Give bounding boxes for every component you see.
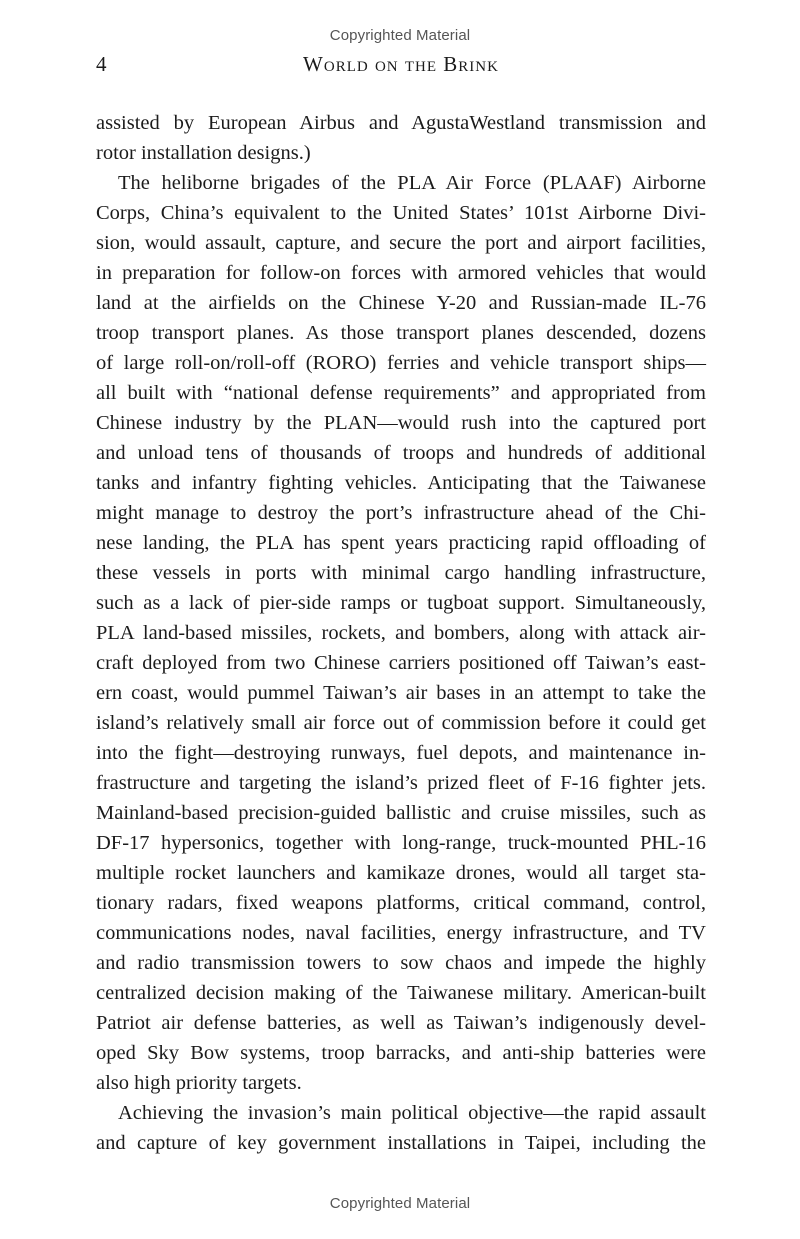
text-line: sion, would assault, capture, and secure the port and airport facilities, bbox=[96, 232, 706, 254]
text-line: The heliborne brigades of the PLA Air Force (PLAAF) Airborne bbox=[118, 172, 706, 194]
text-line: in preparation for follow-on forces with armored vehicles that would bbox=[96, 262, 706, 284]
text-line: island’s relatively small air force out of commission before it could get bbox=[96, 712, 706, 734]
text-line: Patriot air defense batteries, as well as Taiwan’s indigenously devel- bbox=[96, 1012, 706, 1034]
text-line: ern coast, would pummel Taiwan’s air bases in an attempt to take the bbox=[96, 682, 706, 704]
text-line: into the fight—destroying runways, fuel depots, and maintenance in- bbox=[96, 742, 706, 764]
copyright-watermark-bottom: Copyrighted Material bbox=[329, 1195, 471, 1212]
text-line: tionary radars, fixed weapons platforms, critical command, control, bbox=[96, 892, 706, 914]
text-line: rotor installation designs.) bbox=[96, 142, 311, 164]
text-line: frastructure and targeting the island’s prized fleet of F-16 fighter jets. bbox=[96, 772, 706, 794]
text-line: tanks and infantry fighting vehicles. Anticipating that the Taiwanese bbox=[96, 472, 706, 494]
text-line: these vessels in ports with minimal cargo handling infrastructure, bbox=[96, 562, 706, 584]
text-line: craft deployed from two Chinese carriers positioned off Taiwan’s east- bbox=[96, 652, 706, 674]
paragraph bbox=[96, 108, 706, 168]
book-title: World on the Brink bbox=[303, 52, 499, 76]
text-line: oped Sky Bow systems, troop barracks, and anti-ship batteries were bbox=[96, 1042, 706, 1064]
text-line: assisted by European Airbus and AgustaWestland transmission and bbox=[96, 112, 706, 134]
running-header bbox=[96, 52, 706, 78]
text-line: Chinese industry by the PLAN—would rush into the captured port bbox=[96, 412, 706, 434]
text-line: also high priority targets. bbox=[96, 1072, 302, 1094]
text-line: PLA land-based missiles, rockets, and bombers, along with attack air- bbox=[96, 622, 706, 644]
text-line: centralized decision making of the Taiwanese military. American-built bbox=[96, 982, 706, 1004]
text-line: land at the airfields on the Chinese Y-20 and Russian-made IL-76 bbox=[96, 292, 706, 314]
page-number: 4 bbox=[96, 52, 107, 76]
text-line: Mainland-based precision-guided ballistic and cruise missiles, such as bbox=[96, 802, 706, 824]
text-line: such as a lack of pier-side ramps or tugboat support. Simultaneously, bbox=[96, 592, 706, 614]
body-text bbox=[96, 108, 706, 1158]
text-line: Corps, China’s equivalent to the United States’ 101st Airborne Divi- bbox=[96, 202, 706, 224]
text-line: and unload tens of thousands of troops and hundreds of additional bbox=[96, 442, 706, 464]
text-line: DF-17 hypersonics, together with long-range, truck-mounted PHL-16 bbox=[96, 832, 706, 854]
text-line: troop transport planes. As those transport planes descended, dozens bbox=[96, 322, 706, 344]
text-line: and capture of key government installations in Taipei, including the bbox=[96, 1132, 706, 1154]
text-line: and radio transmission towers to sow chaos and impede the highly bbox=[96, 952, 706, 974]
text-line: of large roll-on/roll-off (RORO) ferries and vehicle transport ships— bbox=[96, 352, 706, 374]
text-line: all built with “national defense requirements” and appropriated from bbox=[96, 382, 706, 404]
text-line: multiple rocket launchers and kamikaze drones, would all target sta- bbox=[96, 862, 706, 884]
copyright-watermark-top: Copyrighted Material bbox=[329, 27, 471, 44]
text-line: communications nodes, naval facilities, energy infrastructure, and TV bbox=[96, 922, 706, 944]
text-line: Achieving the invasion’s main political objective—the rapid assault bbox=[118, 1102, 706, 1124]
text-line: might manage to destroy the port’s infrastructure ahead of the Chi- bbox=[96, 502, 706, 524]
paragraph bbox=[96, 1098, 706, 1158]
paragraph bbox=[96, 168, 706, 1098]
text-line: nese landing, the PLA has spent years practicing rapid offloading of bbox=[96, 532, 706, 554]
